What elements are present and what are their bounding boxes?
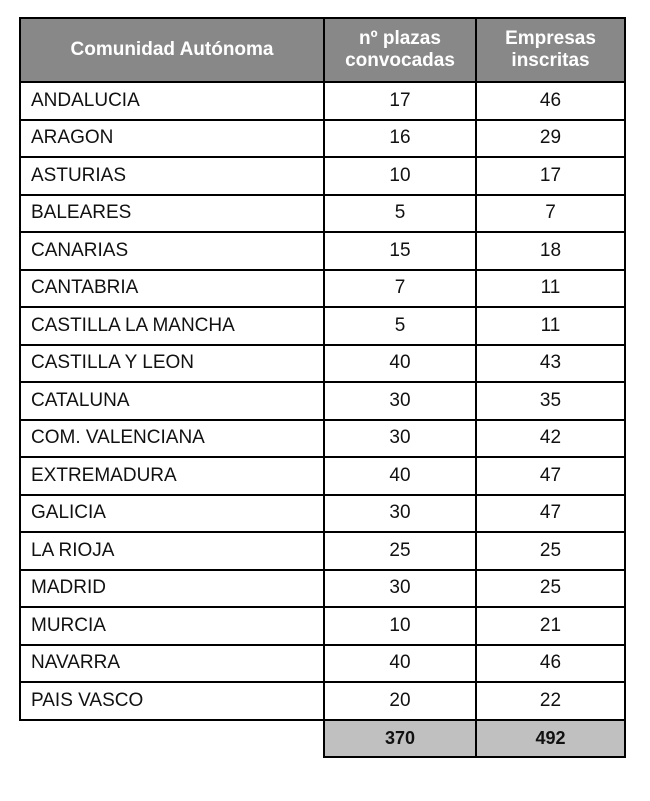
- cell-comunidad: CATALUNA: [20, 382, 324, 420]
- cell-comunidad: ANDALUCIA: [20, 82, 324, 120]
- cell-comunidad: PAIS VASCO: [20, 682, 324, 720]
- table-row: [20, 532, 625, 570]
- table-row: [20, 420, 625, 458]
- header-row: [20, 18, 625, 82]
- cell-plazas: 7: [324, 270, 476, 308]
- cell-comunidad: MADRID: [20, 570, 324, 608]
- table-row: [20, 82, 625, 120]
- cell-comunidad: COM. VALENCIANA: [20, 420, 324, 458]
- cell-comunidad: NAVARRA: [20, 645, 324, 683]
- header-plazas: nº plazas convocadas: [324, 18, 476, 82]
- cell-empresas: 22: [476, 682, 625, 720]
- cell-plazas: 16: [324, 120, 476, 158]
- cell-comunidad: ASTURIAS: [20, 157, 324, 195]
- cell-plazas: 30: [324, 495, 476, 533]
- table-row: [20, 645, 625, 683]
- cell-empresas: 42: [476, 420, 625, 458]
- cell-empresas: 25: [476, 532, 625, 570]
- cell-comunidad: BALEARES: [20, 195, 324, 233]
- cell-comunidad: CANTABRIA: [20, 270, 324, 308]
- cell-empresas: 11: [476, 270, 625, 308]
- cell-plazas: 5: [324, 307, 476, 345]
- cell-empresas: 21: [476, 607, 625, 645]
- cell-plazas: 40: [324, 457, 476, 495]
- cell-plazas: 10: [324, 607, 476, 645]
- table-row: [20, 457, 625, 495]
- table-row: [20, 195, 625, 233]
- table-container: [19, 17, 626, 758]
- header-empresas: Empresas inscritas: [476, 18, 625, 82]
- cell-empresas: 11: [476, 307, 625, 345]
- cell-empresas: 43: [476, 345, 625, 383]
- table-row: [20, 120, 625, 158]
- cell-plazas: 17: [324, 82, 476, 120]
- cell-empresas: 47: [476, 457, 625, 495]
- cell-comunidad: LA RIOJA: [20, 532, 324, 570]
- cell-plazas: 40: [324, 645, 476, 683]
- total-plazas: 370: [324, 720, 476, 758]
- cell-comunidad: GALICIA: [20, 495, 324, 533]
- cell-plazas: 40: [324, 345, 476, 383]
- table-row: [20, 232, 625, 270]
- cell-comunidad: ARAGON: [20, 120, 324, 158]
- table-row: [20, 382, 625, 420]
- cell-plazas: 30: [324, 570, 476, 608]
- cell-plazas: 25: [324, 532, 476, 570]
- table-row: [20, 607, 625, 645]
- cell-empresas: 29: [476, 120, 625, 158]
- cell-plazas: 5: [324, 195, 476, 233]
- cell-comunidad: CASTILLA LA MANCHA: [20, 307, 324, 345]
- table-row: [20, 682, 625, 720]
- cell-comunidad: CASTILLA Y LEON: [20, 345, 324, 383]
- cell-empresas: 17: [476, 157, 625, 195]
- cell-empresas: 7: [476, 195, 625, 233]
- cell-comunidad: EXTREMADURA: [20, 457, 324, 495]
- cell-empresas: 35: [476, 382, 625, 420]
- cell-empresas: 18: [476, 232, 625, 270]
- header-comunidad: Comunidad Autónoma: [20, 18, 324, 82]
- cell-plazas: 15: [324, 232, 476, 270]
- table-row: [20, 157, 625, 195]
- totals-spacer: [20, 720, 324, 758]
- cell-plazas: 20: [324, 682, 476, 720]
- totals-row: [20, 720, 625, 758]
- table-row: [20, 270, 625, 308]
- table-row: [20, 495, 625, 533]
- cell-plazas: 10: [324, 157, 476, 195]
- cell-comunidad: MURCIA: [20, 607, 324, 645]
- cell-plazas: 30: [324, 420, 476, 458]
- cell-empresas: 46: [476, 645, 625, 683]
- cell-empresas: 47: [476, 495, 625, 533]
- total-empresas: 492: [476, 720, 625, 758]
- cell-empresas: 25: [476, 570, 625, 608]
- cell-comunidad: CANARIAS: [20, 232, 324, 270]
- table-row: [20, 307, 625, 345]
- cell-empresas: 46: [476, 82, 625, 120]
- table-row: [20, 345, 625, 383]
- data-table: [19, 17, 626, 758]
- table-row: [20, 570, 625, 608]
- cell-plazas: 30: [324, 382, 476, 420]
